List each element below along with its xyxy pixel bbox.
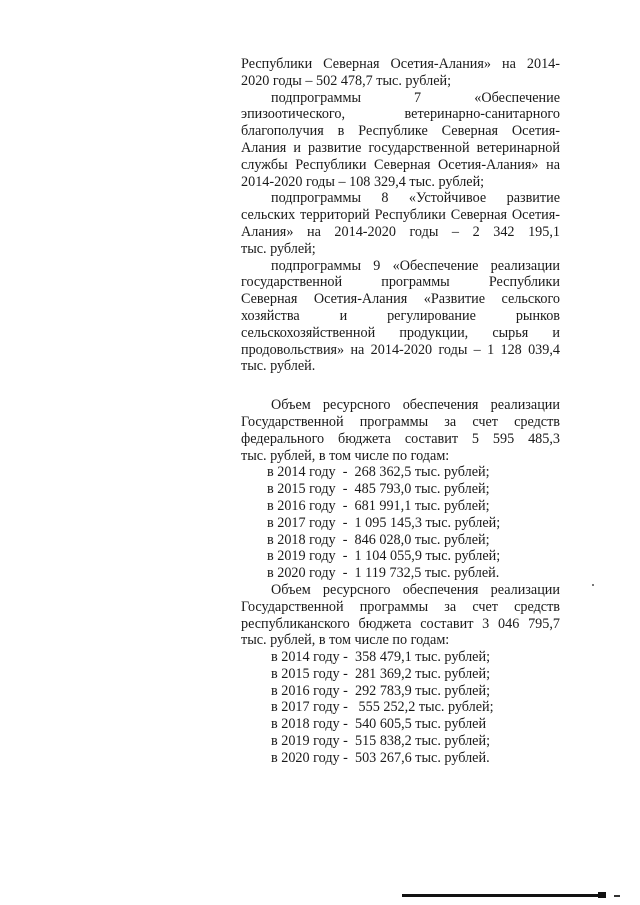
list-item: в 2019 году - 1 104 055,9 тыс. рублей; [267, 548, 501, 565]
text-line: Государственной программы за счет средств [241, 598, 560, 615]
text-line: хозяйства и регулирование рынков [241, 307, 560, 324]
text-line: Республики Северная Осетия-Алания» на 2014- [241, 56, 560, 72]
list-item: в 2014 году - 358 479,1 тыс. рублей; [271, 649, 491, 666]
list-item: в 2017 году - 555 252,2 тыс. рублей; [271, 699, 494, 716]
text-line: подпрограммы 8 «Устойчивое развитие [271, 190, 560, 207]
text-line: 2014-2020 годы – 108 329,4 тыс. рублей; [241, 173, 485, 190]
list-item: в 2015 году - 485 793,0 тыс. рублей; [267, 481, 490, 498]
text-line: эпизоотического, ветеринарно-санитарного [241, 106, 560, 123]
bottom-rule-end [598, 892, 606, 898]
text-line: Северная Осетия-Алания «Развитие сельского [241, 291, 560, 308]
paragraph-subprogram-6-tail [241, 56, 560, 90]
list-item: в 2017 году - 1 095 145,3 тыс. рублей; [267, 514, 501, 531]
text-line: службы Республики Северная Осетия-Алания» на [241, 156, 560, 173]
text-line: продовольствия» на 2014-2020 годы – 1 128 039,4 [241, 341, 560, 358]
list-item: в 2014 году - 268 362,5 тыс. рублей; [267, 464, 490, 481]
list-item: в 2019 году - 515 838,2 тыс. рублей; [271, 733, 491, 750]
text-line: сельскохозяйственной продукции, сырья и [241, 324, 560, 341]
text-line: сельских территорий Республики Северная Осетия- [241, 207, 560, 224]
list-item: в 2020 году - 503 267,6 тыс. рублей. [271, 749, 490, 766]
bottom-rule-line [402, 894, 602, 897]
text-line: Объем ресурсного обеспечения реализации [271, 397, 560, 414]
federal-years-list [241, 464, 560, 582]
text-line: Алания» на 2014-2020 годы – 2 342 195,1 [241, 223, 560, 240]
paragraph-subprogram-9 [241, 258, 560, 376]
text-line: подпрограммы 7 «Обеспечение [271, 89, 560, 106]
text-line: Алания и развитие государственной ветеринарной [241, 139, 560, 156]
text-line: 2020 годы – 502 478,7 тыс. рублей; [241, 72, 452, 89]
list-item: в 2016 году - 292 783,9 тыс. рублей; [271, 682, 491, 699]
bottom-dash [614, 895, 620, 897]
text-line: тыс. рублей; [241, 240, 316, 257]
list-item: в 2020 году - 1 119 732,5 тыс. рублей. [267, 565, 500, 582]
list-item: в 2016 году - 681 991,1 тыс. рублей; [267, 497, 490, 514]
text-line: республиканского бюджета составит 3 046 795,7 [241, 615, 560, 632]
paragraph-federal-budget [241, 397, 560, 464]
text-line: подпрограммы 9 «Обеспечение реализации [271, 257, 560, 274]
text-line: тыс. рублей. [241, 358, 316, 375]
paragraph-subprogram-7 [241, 90, 560, 191]
scan-speck [592, 584, 594, 586]
list-item: в 2018 году - 540 605,5 тыс. рублей [271, 716, 487, 733]
republic-years-list [241, 649, 560, 767]
list-item: в 2015 году - 281 369,2 тыс. рублей; [271, 665, 491, 682]
text-line: государственной программы Республики [241, 274, 560, 291]
paragraph-subprogram-8 [241, 190, 560, 257]
paragraph-gap [241, 375, 560, 397]
text-line: Государственной программы за счет средств [241, 413, 560, 430]
paragraph-republic-budget [241, 582, 560, 649]
list-item: в 2018 году - 846 028,0 тыс. рублей; [267, 531, 490, 548]
text-column [241, 56, 560, 767]
text-line: федерального бюджета составит 5 595 485,3 [241, 430, 560, 447]
text-line: тыс. рублей, в том числе по годам: [241, 447, 450, 464]
text-line: Объем ресурсного обеспечения реализации [271, 581, 560, 598]
text-line: тыс. рублей, в том числе по годам: [241, 632, 450, 649]
text-line: благополучия в Республике Северная Осетия- [241, 123, 560, 140]
